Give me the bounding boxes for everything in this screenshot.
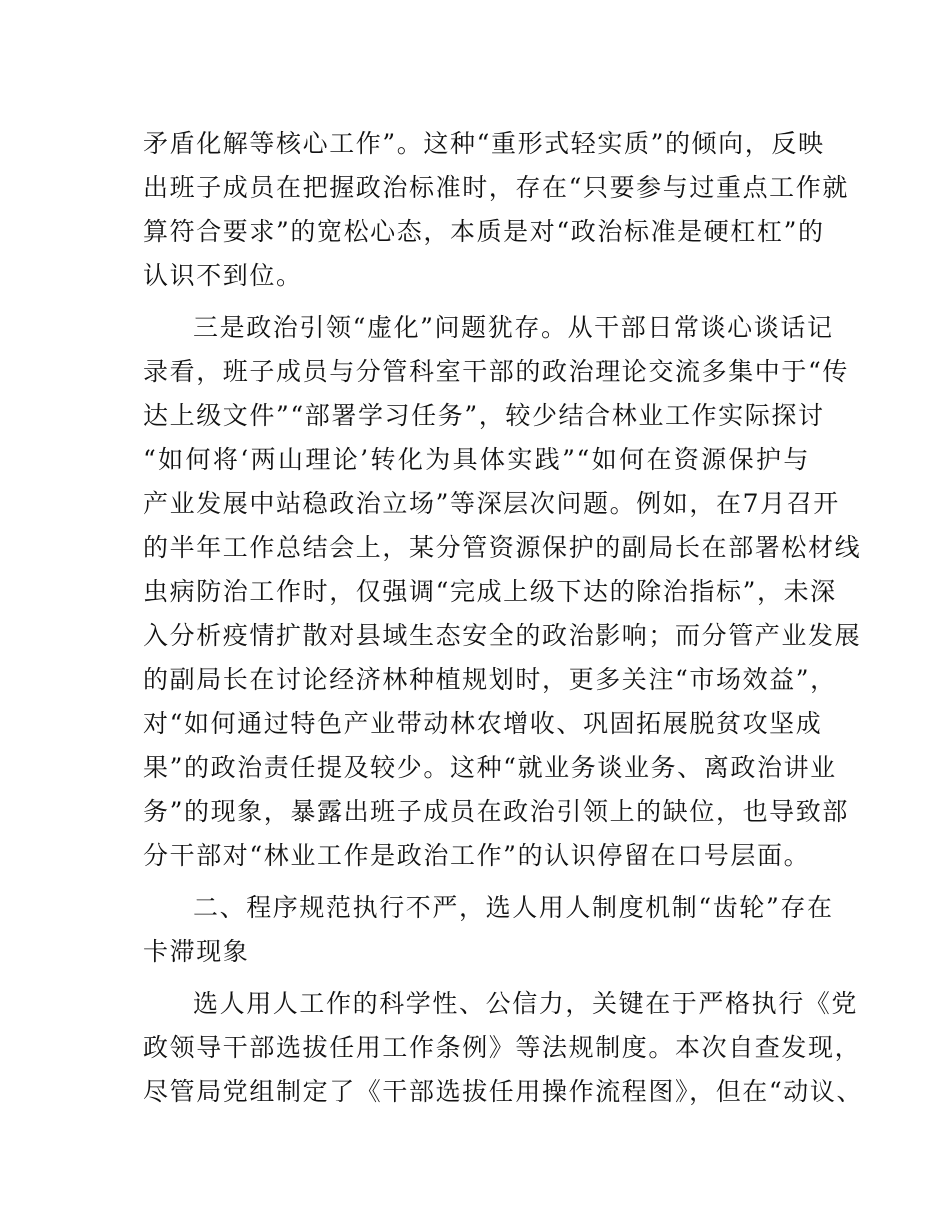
paragraph-2 [143,306,862,878]
text-line: 三是政治引领“虚化”问题犹存。从干部日常谈心谈话记 [193,313,834,342]
text-line: 的副局长在讨论经济林种植规划时，更多关注“市场效益”， [143,665,837,694]
paragraph-4 [143,982,864,1114]
document-body [143,122,864,1114]
text-line: 出班子成员在把握政治标准时，存在“只要参与过重点工作就 [143,173,849,202]
text-line: 务”的现象，暴露出班子成员在政治引领上的缺位，也导致部 [143,797,849,826]
text-line: 录看，班子成员与分管科室干部的政治理论交流多集中于“传 [143,357,849,386]
text-line: 的半年工作总结会上，某分管资源保护的副局长在部署松材线 [143,533,862,562]
text-line: 对“如何通过特色产业带动林农增收、巩固拓展脱贫攻坚成 [143,709,823,738]
text-line: 虫病防治工作时，仅强调“完成上级下达的除治指标”，未深 [143,577,837,606]
text-line: 达上级文件”“部署学习任务”，较少结合林业工作实际探讨 [143,401,825,430]
section-heading [143,886,834,974]
text-line: “如何将‘两山理论’转化为具体实践”“如何在资源保护与 [143,445,810,474]
text-line: 卡滞现象 [143,937,250,966]
text-line: 矛盾化解等核心工作”。这种“重形式轻实质”的倾向，反映 [143,129,825,158]
text-line: 认识不到位。 [143,261,303,290]
text-line: 入分析疫情扩散对县域生态安全的政治影响；而分管产业发展 [143,621,862,650]
paragraph-1 [143,122,849,298]
text-line: 果”的政治责任提及较少。这种“就业务谈业务、离政治讲业 [143,753,837,782]
text-line: 选人用人工作的科学性、公信力，关键在于严格执行《党 [193,989,859,1018]
text-line: 算符合要求”的宽松心态，本质是对“政治标准是硬杠杠”的 [143,217,825,246]
text-line: 产业发展中站稳政治立场”等深层次问题。例如，在7月召开 [143,489,840,518]
text-line: 政领导干部选拔任用工作条例》等法规制度。本次自查发现， [143,1033,862,1062]
text-line: 尽管局党组制定了《干部选拔任用操作流程图》，但在“动议、 [143,1077,864,1106]
text-line: 二、程序规范执行不严，选人用人制度机制“齿轮”存在 [193,893,834,922]
text-line: 分干部对“林业工作是政治工作”的认识停留在口号层面。 [143,841,811,870]
